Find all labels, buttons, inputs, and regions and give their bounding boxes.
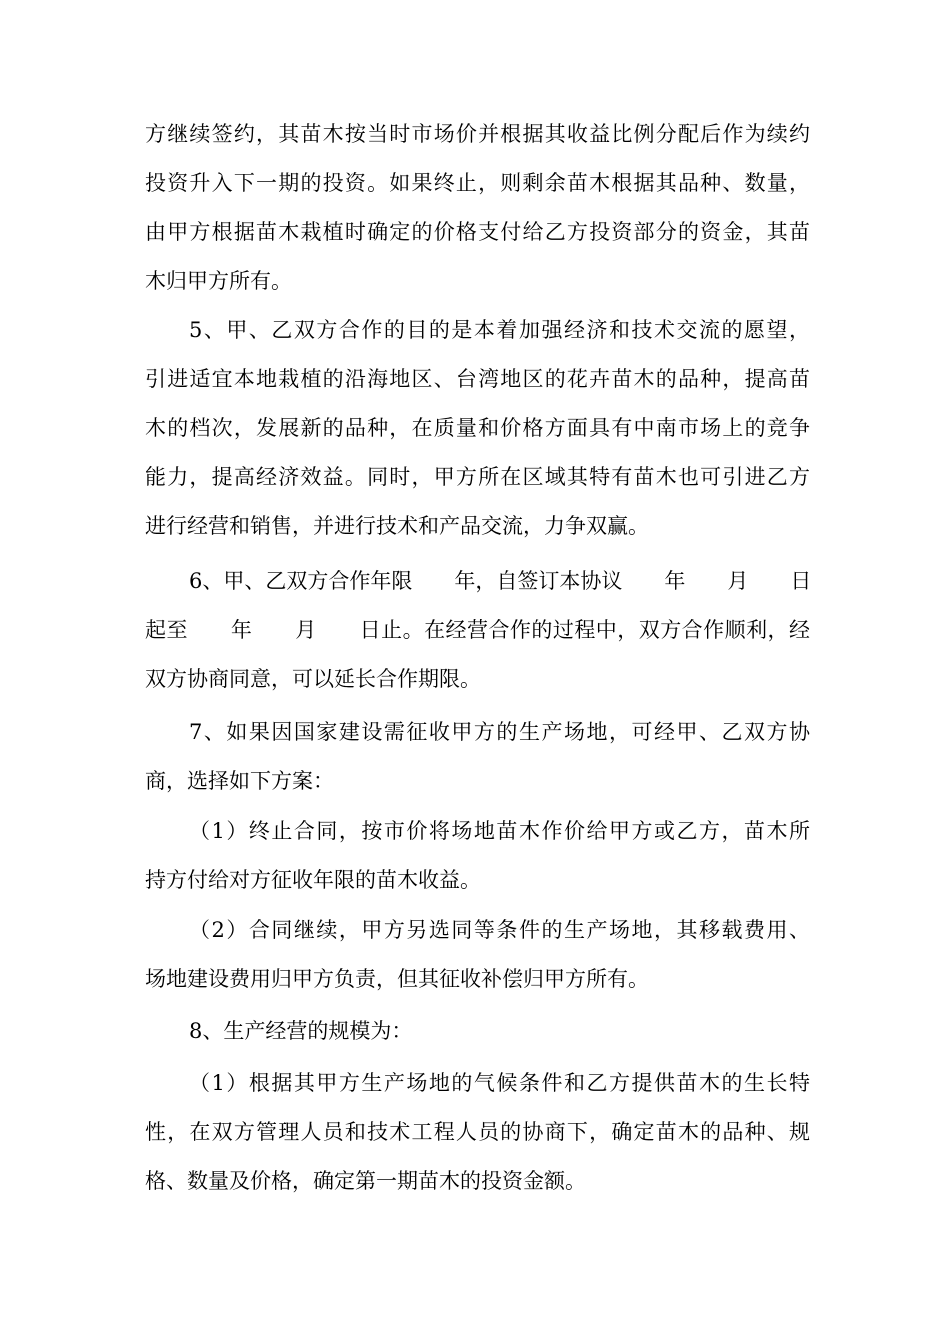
text-line-6: 引进适宜本地栽植的沿海地区、台湾地区的花卉苗木的品种，提高苗 [145, 367, 810, 391]
text-line-3: 由甲方根据苗木栽植时确定的价格支付给乙方投资部分的资金，其苗 [145, 220, 810, 244]
text-line-20: （1）根据其甲方生产场地的气候条件和乙方提供苗木的生长特 [189, 1071, 810, 1095]
text-line-18: 场地建设费用归甲方负责，但其征收补偿归甲方所有。 [145, 967, 649, 991]
text-line-8: 能力，提高经济效益。同时，甲方所在区域其特有苗木也可引进乙方 [145, 465, 810, 489]
text-line-1: 方继续签约，其苗木按当时市场价并根据其收益比例分配后作为续约 [145, 122, 810, 146]
text-line-19: 8、生产经营的规模为： [189, 1019, 413, 1043]
text-line-7: 木的档次，发展新的品种，在质量和价格方面具有中南市场上的竞争 [145, 416, 810, 440]
text-line-10: 6、甲、乙双方合作年限 年，自签订本协议 年 月 日 [189, 569, 812, 593]
text-line-17: （2）合同继续，甲方另选同等条件的生产场地，其移载费用、 [189, 918, 810, 942]
text-line-15: （1）终止合同，按市价将场地苗木作价给甲方或乙方，苗木所 [189, 819, 810, 843]
text-line-2: 投资升入下一期的投资。如果终止，则剩余苗木根据其品种、数量， [145, 171, 810, 195]
text-line-13: 7、如果因国家建设需征收甲方的生产场地，可经甲、乙双方协 [189, 720, 810, 744]
text-line-5: 5、甲、乙双方合作的目的是本着加强经济和技术交流的愿望， [189, 318, 810, 342]
text-line-12: 双方协商同意，可以延长合作期限。 [145, 667, 481, 691]
text-line-4: 木归甲方所有。 [145, 269, 292, 293]
text-line-16: 持方付给对方征收年限的苗木收益。 [145, 868, 481, 892]
text-line-14: 商，选择如下方案： [145, 769, 334, 793]
text-line-21: 性，在双方管理人员和技术工程人员的协商下，确定苗木的品种、规 [145, 1120, 810, 1144]
text-line-11: 起至 年 月 日止。在经营合作的过程中，双方合作顺利，经 [145, 618, 810, 642]
text-line-9: 进行经营和销售，并进行技术和产品交流，力争双赢。 [145, 514, 649, 538]
text-line-22: 格、数量及价格，确定第一期苗木的投资金额。 [145, 1169, 586, 1193]
